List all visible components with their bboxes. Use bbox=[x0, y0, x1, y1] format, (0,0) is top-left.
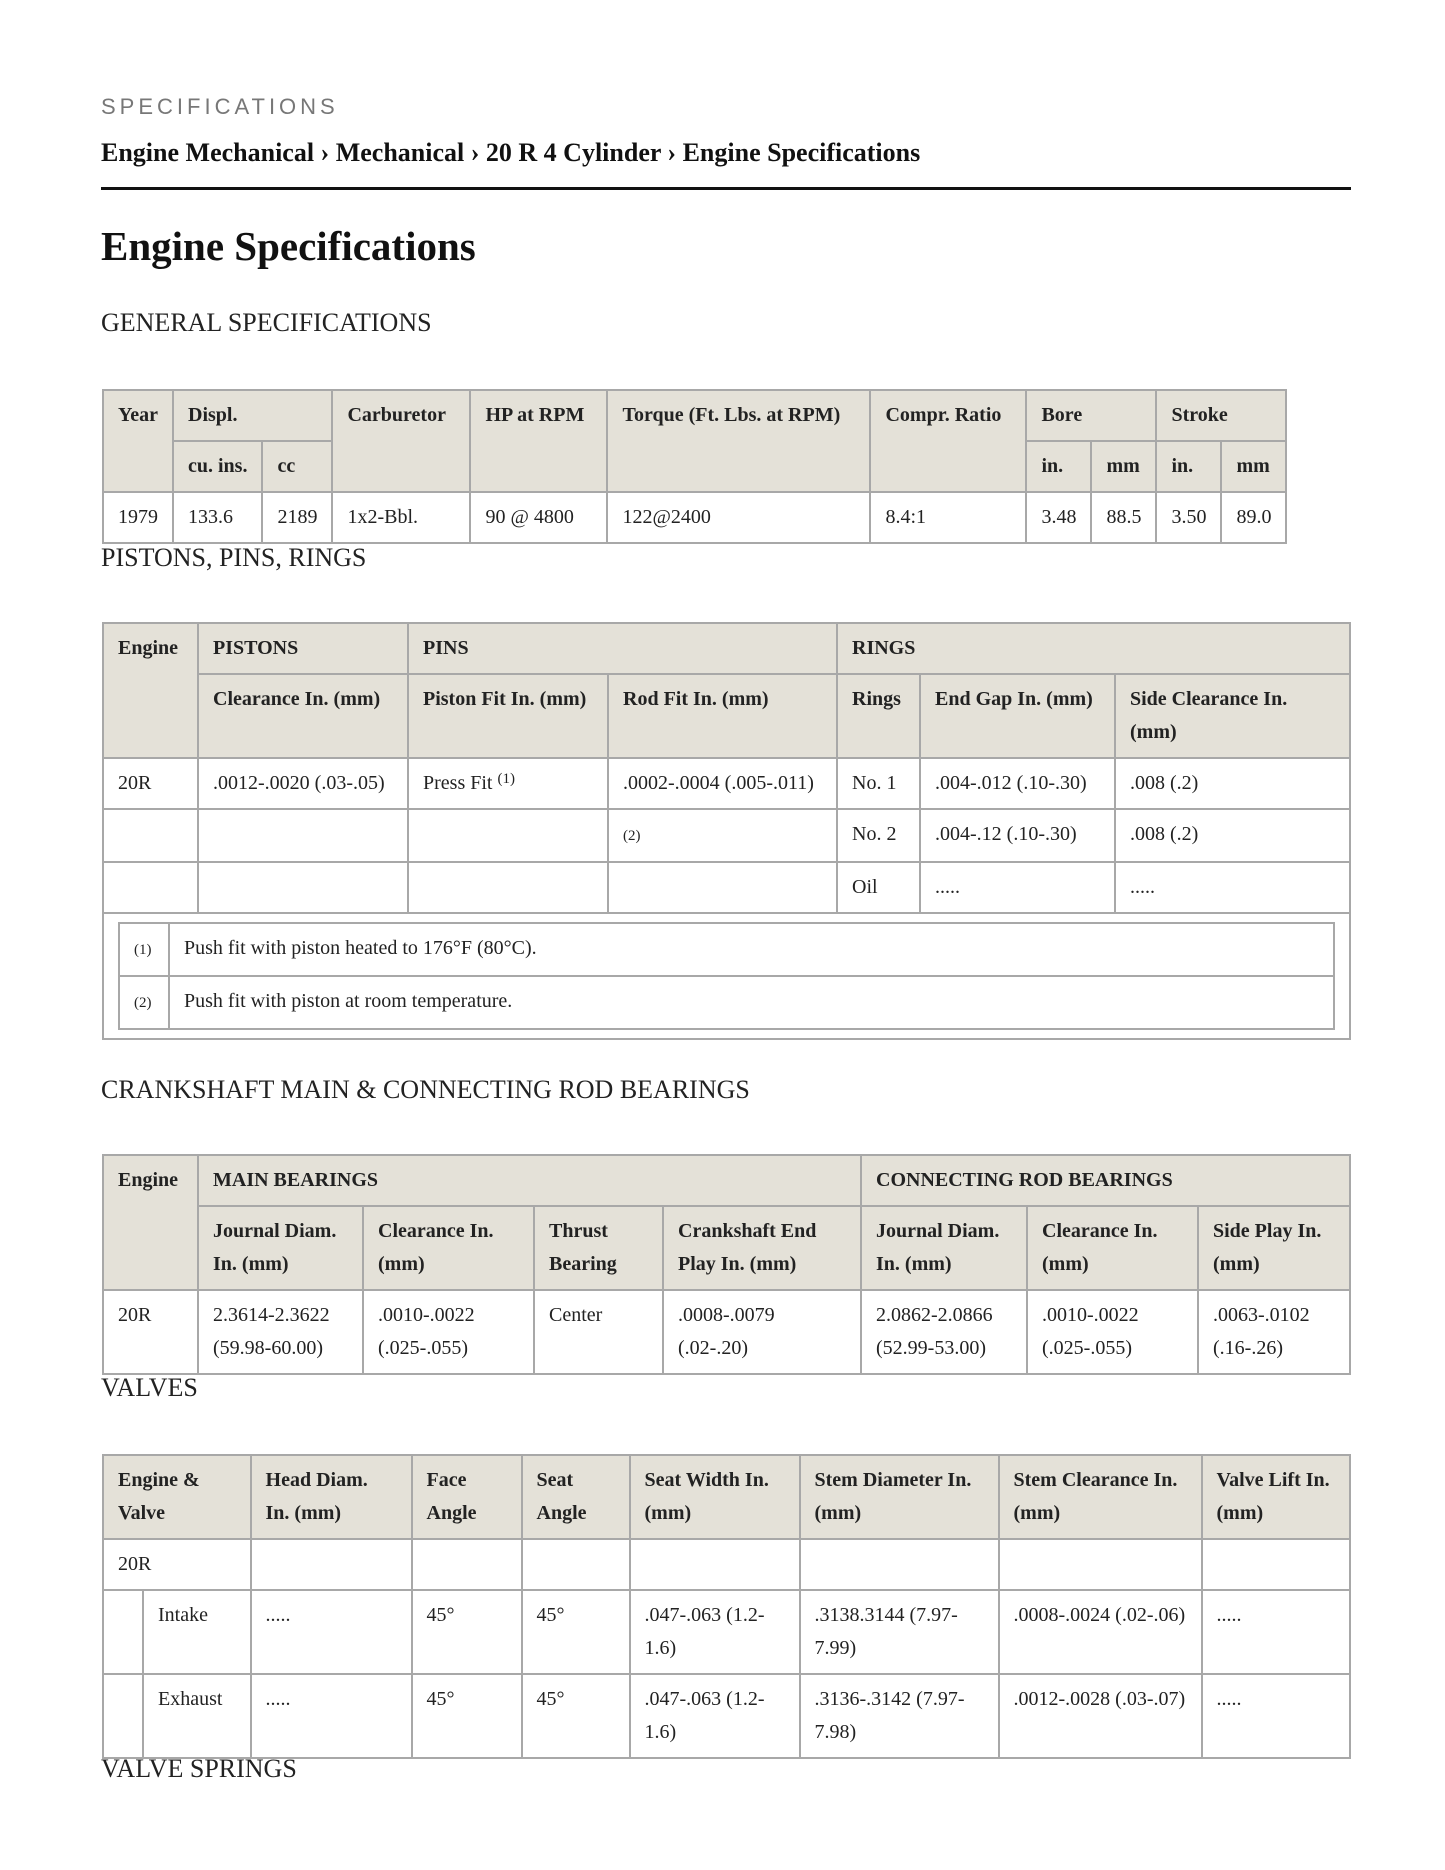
cell-piston-fit bbox=[408, 758, 608, 809]
th-stem-diam: Stem Diameter In. (mm) bbox=[800, 1455, 999, 1539]
pistons-spec-table bbox=[102, 622, 1351, 1040]
th-clearance: Clearance In. (mm) bbox=[363, 1206, 534, 1290]
valve-springs-heading: VALVE SPRINGS bbox=[101, 1754, 297, 1783]
cell-stroke-mm: 89.0 bbox=[1221, 492, 1286, 543]
th-pistons: PISTONS bbox=[198, 623, 408, 674]
th-engine-valve: Engine & Valve bbox=[103, 1455, 251, 1539]
th-main-bearings: MAIN BEARINGS bbox=[198, 1155, 861, 1206]
th-thrust: Thrust Bearing bbox=[534, 1206, 663, 1290]
header-divider bbox=[101, 187, 1351, 190]
cell-compr: 8.4:1 bbox=[870, 492, 1026, 543]
cell-engine bbox=[103, 862, 198, 913]
cell-year: 1979 bbox=[103, 492, 173, 543]
th-rod-journal: Journal Diam. In. (mm) bbox=[861, 1206, 1027, 1290]
valves-spec-table bbox=[102, 1454, 1351, 1759]
th-stroke: Stroke bbox=[1156, 390, 1286, 441]
cell-stem-clearance: .0008-.0024 (.02-.06) bbox=[999, 1590, 1202, 1674]
cell-head: ..... bbox=[251, 1674, 412, 1758]
cell-rod-journal: 2.0862-2.0866 (52.99-53.00) bbox=[861, 1290, 1027, 1374]
cell-clearance: .0010-.0022 (.025-.055) bbox=[363, 1290, 534, 1374]
section-kicker: SPECIFICATIONS bbox=[101, 94, 339, 119]
cell-end-gap: .004-.012 (.10-.30) bbox=[920, 758, 1115, 809]
footnote-ref: (2) bbox=[623, 828, 641, 844]
th-valve-lift: Valve Lift In. (mm) bbox=[1202, 1455, 1350, 1539]
cell-bore-in: 3.48 bbox=[1026, 492, 1091, 543]
th-seat-angle: Seat Angle bbox=[522, 1455, 630, 1539]
th-pins: PINS bbox=[408, 623, 837, 674]
cell-stem-diam: .3138.3144 (7.97-7.99) bbox=[800, 1590, 999, 1674]
cell-valve: Intake bbox=[143, 1590, 251, 1674]
cell-rod-fit bbox=[608, 862, 837, 913]
cell-end-gap: .004-.12 (.10-.30) bbox=[920, 809, 1115, 862]
cell-torque: 122@2400 bbox=[607, 492, 870, 543]
th-stem-clearance: Stem Clearance In. (mm) bbox=[999, 1455, 1202, 1539]
cell-ring: Oil bbox=[837, 862, 920, 913]
th-cuins: cu. ins. bbox=[173, 441, 262, 492]
footnotes-cell bbox=[103, 913, 1350, 1039]
breadcrumb: Engine Mechanical › Mechanical › 20 R 4 Cylinder › Engine Specifications bbox=[101, 138, 921, 167]
cell-engine: 20R bbox=[103, 1539, 251, 1590]
cell-valve: Exhaust bbox=[143, 1674, 251, 1758]
cell-stem-diam: .3136-.3142 (7.97-7.98) bbox=[800, 1674, 999, 1758]
footnote-mark: (2) bbox=[134, 995, 152, 1011]
th-face-angle: Face Angle bbox=[412, 1455, 522, 1539]
cell-piston-fit bbox=[408, 809, 608, 862]
cell-end-gap: ..... bbox=[920, 862, 1115, 913]
cell-lift: ..... bbox=[1202, 1674, 1350, 1758]
footnote-text: Push fit with piston heated to 176°F (80°C). bbox=[169, 923, 1334, 976]
th-rings-col: Rings bbox=[837, 674, 920, 758]
th-endplay: Crankshaft End Play In. (mm) bbox=[663, 1206, 861, 1290]
cell-rod-fit bbox=[608, 809, 837, 862]
cell-head: ..... bbox=[251, 1590, 412, 1674]
footnote-mark: (1) bbox=[134, 942, 152, 958]
th-rod-bearings: CONNECTING ROD BEARINGS bbox=[861, 1155, 1350, 1206]
cell-ring: No. 2 bbox=[837, 809, 920, 862]
table-row bbox=[103, 862, 1350, 913]
th-hp: HP at RPM bbox=[470, 390, 607, 492]
cell-engine: 20R bbox=[103, 1290, 198, 1374]
cell-bore-mm: 88.5 bbox=[1091, 492, 1156, 543]
cell-seat-width: .047-.063 (1.2-1.6) bbox=[630, 1674, 800, 1758]
footnote-ref: (1) bbox=[497, 771, 515, 787]
cell-side-play: .0063-.0102 (.16-.26) bbox=[1198, 1290, 1350, 1374]
th-engine: Engine bbox=[103, 623, 198, 758]
cell-endplay: .0008-.0079 (.02-.20) bbox=[663, 1290, 861, 1374]
th-torque: Torque (Ft. Lbs. at RPM) bbox=[607, 390, 870, 492]
cell-thrust: Center bbox=[534, 1290, 663, 1374]
page-title: Engine Specifications bbox=[101, 223, 476, 269]
crankshaft-heading: CRANKSHAFT MAIN & CONNECTING ROD BEARINGS bbox=[101, 1075, 750, 1104]
general-spec-table bbox=[102, 389, 1287, 544]
cell-face: 45° bbox=[412, 1674, 522, 1758]
th-rings: RINGS bbox=[837, 623, 1350, 674]
pistons-heading: PISTONS, PINS, RINGS bbox=[101, 543, 367, 572]
cell-side: .008 (.2) bbox=[1115, 758, 1350, 809]
th-year: Year bbox=[103, 390, 173, 492]
general-heading: GENERAL SPECIFICATIONS bbox=[101, 308, 432, 337]
cell-face: 45° bbox=[412, 1590, 522, 1674]
cell-carb: 1x2-Bbl. bbox=[332, 492, 470, 543]
th-bore-in: in. bbox=[1026, 441, 1091, 492]
th-cc: cc bbox=[262, 441, 332, 492]
footnotes-table bbox=[118, 922, 1335, 1030]
cell-hp: 90 @ 4800 bbox=[470, 492, 607, 543]
table-row bbox=[103, 1539, 1350, 1590]
cell-clearance bbox=[198, 862, 408, 913]
th-rod-clearance: Clearance In. (mm) bbox=[1027, 1206, 1198, 1290]
cell-seat: 45° bbox=[522, 1674, 630, 1758]
footnote-row bbox=[119, 976, 1334, 1029]
footnote-row bbox=[119, 923, 1334, 976]
footnote-text: Push fit with piston at room temperature. bbox=[169, 976, 1334, 1029]
cell-lift: ..... bbox=[1202, 1590, 1350, 1674]
cell-engine bbox=[103, 809, 198, 862]
th-side-clearance: Side Clearance In. (mm) bbox=[1115, 674, 1350, 758]
th-end-gap: End Gap In. (mm) bbox=[920, 674, 1115, 758]
cell-rod-fit: .0002-.0004 (.005-.011) bbox=[608, 758, 837, 809]
cell-clearance: .0012-.0020 (.03-.05) bbox=[198, 758, 408, 809]
cell-clearance bbox=[198, 809, 408, 862]
cell-journal: 2.3614-2.3622 (59.98-60.00) bbox=[198, 1290, 363, 1374]
cell-seat: 45° bbox=[522, 1590, 630, 1674]
cell-stroke-in: 3.50 bbox=[1156, 492, 1221, 543]
table-row bbox=[103, 1590, 1350, 1674]
table-row bbox=[103, 758, 1350, 809]
cell-piston-fit bbox=[408, 862, 608, 913]
table-row bbox=[103, 492, 1286, 543]
piston-fit-text: Press Fit bbox=[423, 772, 493, 794]
th-bore-mm: mm bbox=[1091, 441, 1156, 492]
th-clearance: Clearance In. (mm) bbox=[198, 674, 408, 758]
th-stroke-mm: mm bbox=[1221, 441, 1286, 492]
table-row bbox=[103, 1674, 1350, 1758]
cell-rod-clearance: .0010-.0022 (.025-.055) bbox=[1027, 1290, 1198, 1374]
th-bore: Bore bbox=[1026, 390, 1156, 441]
cell-cc: 2189 bbox=[262, 492, 332, 543]
th-stroke-in: in. bbox=[1156, 441, 1221, 492]
th-seat-width: Seat Width In. (mm) bbox=[630, 1455, 800, 1539]
cell-ring: No. 1 bbox=[837, 758, 920, 809]
th-side-play: Side Play In. (mm) bbox=[1198, 1206, 1350, 1290]
valves-heading: VALVES bbox=[101, 1373, 198, 1402]
cell-seat-width: .047-.063 (1.2-1.6) bbox=[630, 1590, 800, 1674]
cell-side: ..... bbox=[1115, 862, 1350, 913]
table-row bbox=[103, 1290, 1350, 1374]
th-engine: Engine bbox=[103, 1155, 198, 1290]
th-head-diam: Head Diam. In. (mm) bbox=[251, 1455, 412, 1539]
th-displ: Displ. bbox=[173, 390, 332, 441]
th-piston-fit: Piston Fit In. (mm) bbox=[408, 674, 608, 758]
th-journal: Journal Diam. In. (mm) bbox=[198, 1206, 363, 1290]
cell-cuins: 133.6 bbox=[173, 492, 262, 543]
th-compr: Compr. Ratio bbox=[870, 390, 1026, 492]
table-row bbox=[103, 809, 1350, 862]
cell-side: .008 (.2) bbox=[1115, 809, 1350, 862]
th-rod-fit: Rod Fit In. (mm) bbox=[608, 674, 837, 758]
cell-stem-clearance: .0012-.0028 (.03-.07) bbox=[999, 1674, 1202, 1758]
th-carburetor: Carburetor bbox=[332, 390, 470, 492]
cell-engine: 20R bbox=[103, 758, 198, 809]
crankshaft-spec-table bbox=[102, 1154, 1351, 1375]
